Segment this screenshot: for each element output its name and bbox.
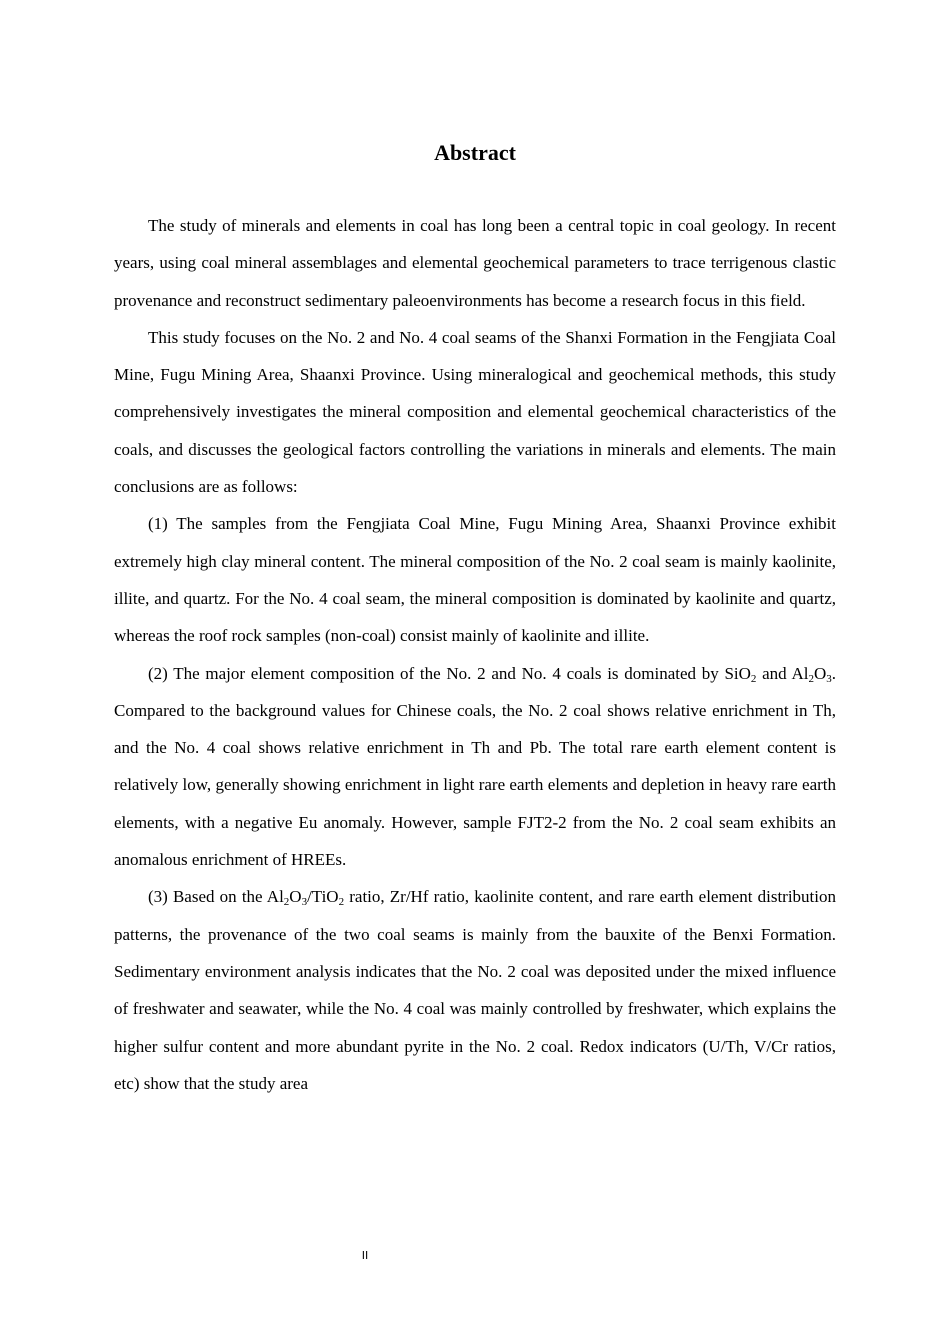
subscript: 2 <box>338 896 345 909</box>
text-run: O <box>813 663 827 683</box>
paragraph-conclusion-2 <box>114 655 836 879</box>
subscript: 3 <box>301 896 308 909</box>
paragraph-intro: The study of minerals and elements in coal has long been a central topic in coal geology. In recent years, using coal mineral assemblages and elemental geochemical parameters to trace terrigenous clastic provenance and reconstruct sedimentary paleoenvironments has become a research focus in this field. <box>114 216 836 310</box>
page-number: II <box>361 1249 369 1262</box>
subscript: 2 <box>750 672 757 685</box>
subscript: 2 <box>283 896 290 909</box>
text-run: (2) The major element composition of the No. 2 and No. 4 coals is dominated by SiO <box>148 663 751 683</box>
abstract-body <box>114 207 836 1102</box>
text-run: and Al <box>756 663 809 683</box>
text-run: ratio, Zr/Hf ratio, kaolinite content, and rare earth element distribution patterns, the provenance of the two coal seams is mainly from the bauxite of the Benxi Formation. Sedimentary environment analysis indicates that the No. 2 coal was deposited under the mixed influence of freshwater and seawater, while the No. 4 coal was mainly controlled by freshwater, which explains the higher sulfur content and more abundant pyrite in the No. 2 coal. Redox indicators (U/Th, V/Cr ratios, etc) show that the study area <box>114 887 836 1093</box>
page-title: Abstract <box>434 139 516 165</box>
text-run: (3) Based on the Al <box>148 887 284 907</box>
text-run: . Compared to the background values for Chinese coals, the No. 2 coal shows relative enrichment in Th, and the No. 4 coal shows relative enrichment in Th and Pb. The total rare earth element content is relatively low, generally showing enrichment in light rare earth elements and depletion in heavy rare earth elements, with a negative Eu anomaly. However, sample FJT2-2 from the No. 2 coal seam exhibits an anomalous enrichment of HREEs. <box>114 663 836 870</box>
paragraph-conclusion-3 <box>114 878 836 1102</box>
subscript: 2 <box>808 672 814 685</box>
paragraph-study-focus: This study focuses on the No. 2 and No. 4 coal seams of the Shanxi Formation in the Fengjiata Coal Mine, Fugu Mining Area, Shaanxi Province. Using mineralogical and geochemical methods, this study comprehensively investigates the mineral composition and elemental geochemical characteristics of the coals, and discusses the geological factors controlling the variations in minerals and elements. The main conclusions are as follows: <box>114 327 836 497</box>
text-run: /TiO <box>307 887 339 907</box>
paragraph-conclusion-1: (1) The samples from the Fengjiata Coal Mine, Fugu Mining Area, Shaanxi Province exhibit extremely high clay mineral content. The mineral composition of the No. 2 coal seam is mainly kaolinite, illite, and quartz. For the No. 4 coal seam, the mineral composition is dominated by kaolinite and quartz, whereas the roof rock samples (non-coal) consist mainly of kaolinite and illite. <box>114 514 836 646</box>
subscript: 3 <box>826 672 832 685</box>
text-run: O <box>289 887 302 907</box>
